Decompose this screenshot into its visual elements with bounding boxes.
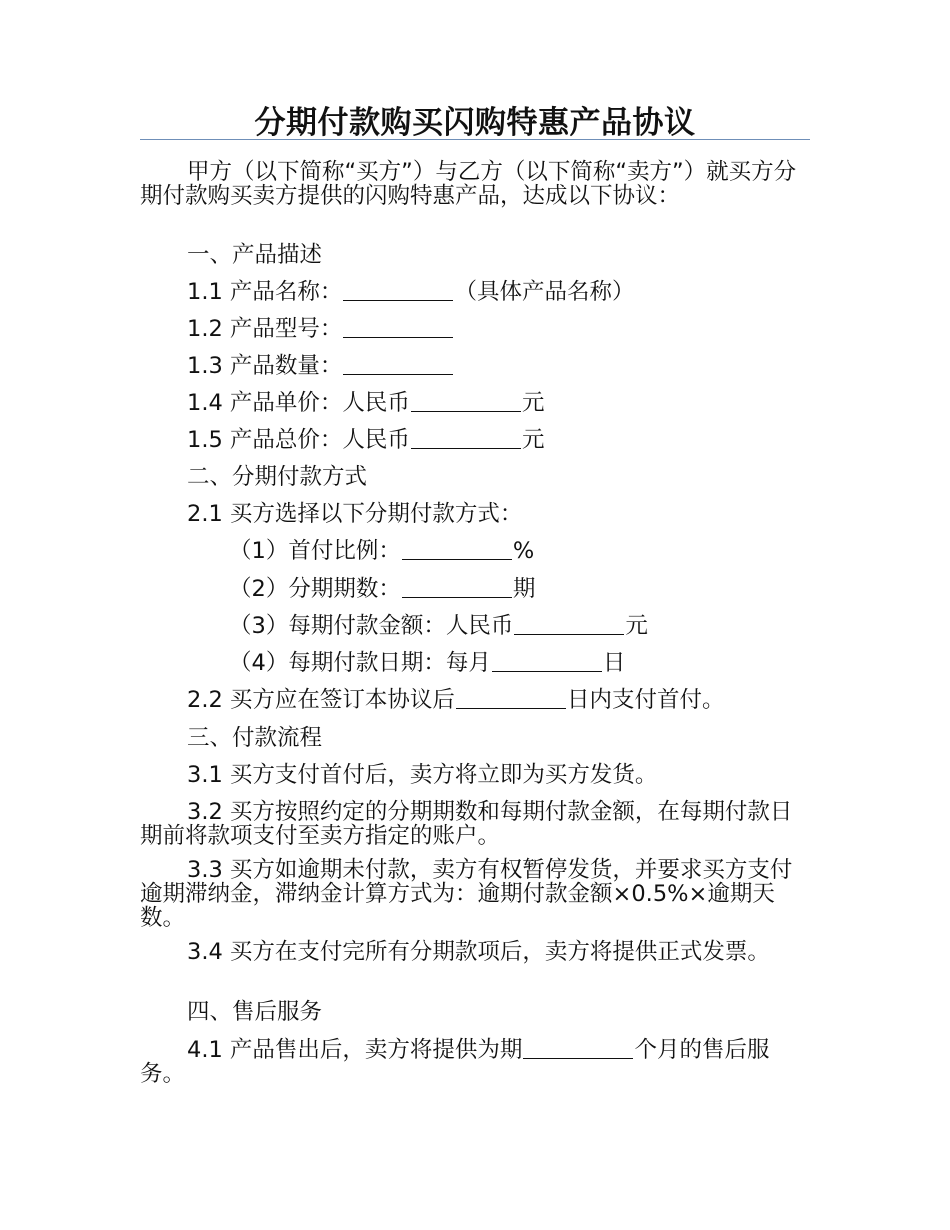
sub-item-2: [229, 574, 535, 604]
item-4-1-suffix: 个月的售后服务。: [140, 1037, 770, 1087]
item-2-2-suffix: 日内支付首付。: [566, 687, 725, 713]
item-2-2-label: 2.2 买方应在签订本协议后: [187, 687, 455, 713]
item-3-2: 3.2 买方按照约定的分期期数和每期付款金额，在每期付款日期前将款项支付至卖方指定的账户。: [140, 799, 793, 849]
intro-paragraph: 甲方（以下简称“买方”）与乙方（以下简称“卖方”）就买方分期付款购买卖方提供的闪购特惠产品，达成以下协议：: [140, 159, 797, 209]
document-title: 分期付款购买闪购特惠产品协议: [254, 105, 696, 141]
item-1-2: [187, 314, 454, 344]
item-4-1: [140, 1036, 810, 1086]
sub-item-1-label: （1）首付比例：: [229, 538, 401, 564]
blank-line: [402, 575, 512, 598]
title-underline: [140, 139, 810, 140]
item-1-3: [187, 351, 454, 381]
item-1-5: [187, 425, 544, 455]
sub-item-2-label: （2）分期期数：: [229, 576, 401, 602]
blank-line: [343, 278, 453, 301]
sub-item-3-suffix: 元: [625, 613, 648, 639]
item-3-4: 3.4 买方在支付完所有分期款项后，卖方将提供正式发票。: [187, 939, 770, 965]
item-1-1-suffix: （具体产品名称）: [454, 279, 635, 305]
item-3-3: 3.3 买方如逾期未付款，卖方有权暂停发货，并要求买方支付逾期滞纳金，滞纳金计算方式为：逾期付款金额×0.5%×逾期天数。: [140, 857, 793, 931]
blank-line: [402, 537, 512, 560]
item-1-1-label: 1.1 产品名称：: [187, 279, 343, 305]
blank-line: [343, 352, 453, 375]
sub-item-3-label: （3）每期付款金额：人民币: [229, 613, 514, 639]
item-3-1: 3.1 买方支付首付后，卖方将立即为买方发货。: [187, 762, 658, 788]
sub-item-1-suffix: %: [512, 538, 535, 564]
item-1-3-label: 1.3 产品数量：: [187, 353, 343, 379]
blank-line: [514, 612, 624, 635]
section3-heading: 三、付款流程: [187, 725, 323, 751]
sub-item-4-suffix: 日: [602, 650, 626, 676]
item-1-5-suffix: 元: [521, 427, 545, 453]
item-2-1: 2.1 买方选择以下分期付款方式：: [187, 501, 523, 527]
item-1-5-label: 1.5 产品总价：人民币: [187, 427, 410, 453]
item-1-2-label: 1.2 产品型号：: [187, 316, 343, 342]
item-1-4-suffix: 元: [521, 390, 545, 416]
section1-heading: 一、产品描述: [187, 242, 323, 268]
section4-heading: 四、售后服务: [187, 999, 323, 1025]
sub-item-2-suffix: 期: [512, 576, 536, 602]
item-1-1: [187, 277, 634, 307]
section2-heading: 二、分期付款方式: [187, 464, 368, 490]
item-1-4: [187, 388, 544, 418]
blank-line: [492, 649, 602, 672]
item-1-4-label: 1.4 产品单价：人民币: [187, 390, 410, 416]
item-4-1-label: 4.1 产品售出后，卖方将提供为期: [187, 1037, 523, 1063]
blank-line: [411, 389, 521, 412]
item-2-2: [187, 685, 724, 715]
blank-line: [343, 315, 453, 338]
sub-item-4-label: （4）每期付款日期：每月: [229, 650, 491, 676]
blank-line: [411, 426, 521, 449]
sub-item-3: [229, 611, 648, 641]
blank-line: [456, 686, 566, 709]
sub-item-4: [229, 648, 625, 678]
blank-line: [523, 1036, 633, 1059]
sub-item-1: [229, 536, 534, 566]
